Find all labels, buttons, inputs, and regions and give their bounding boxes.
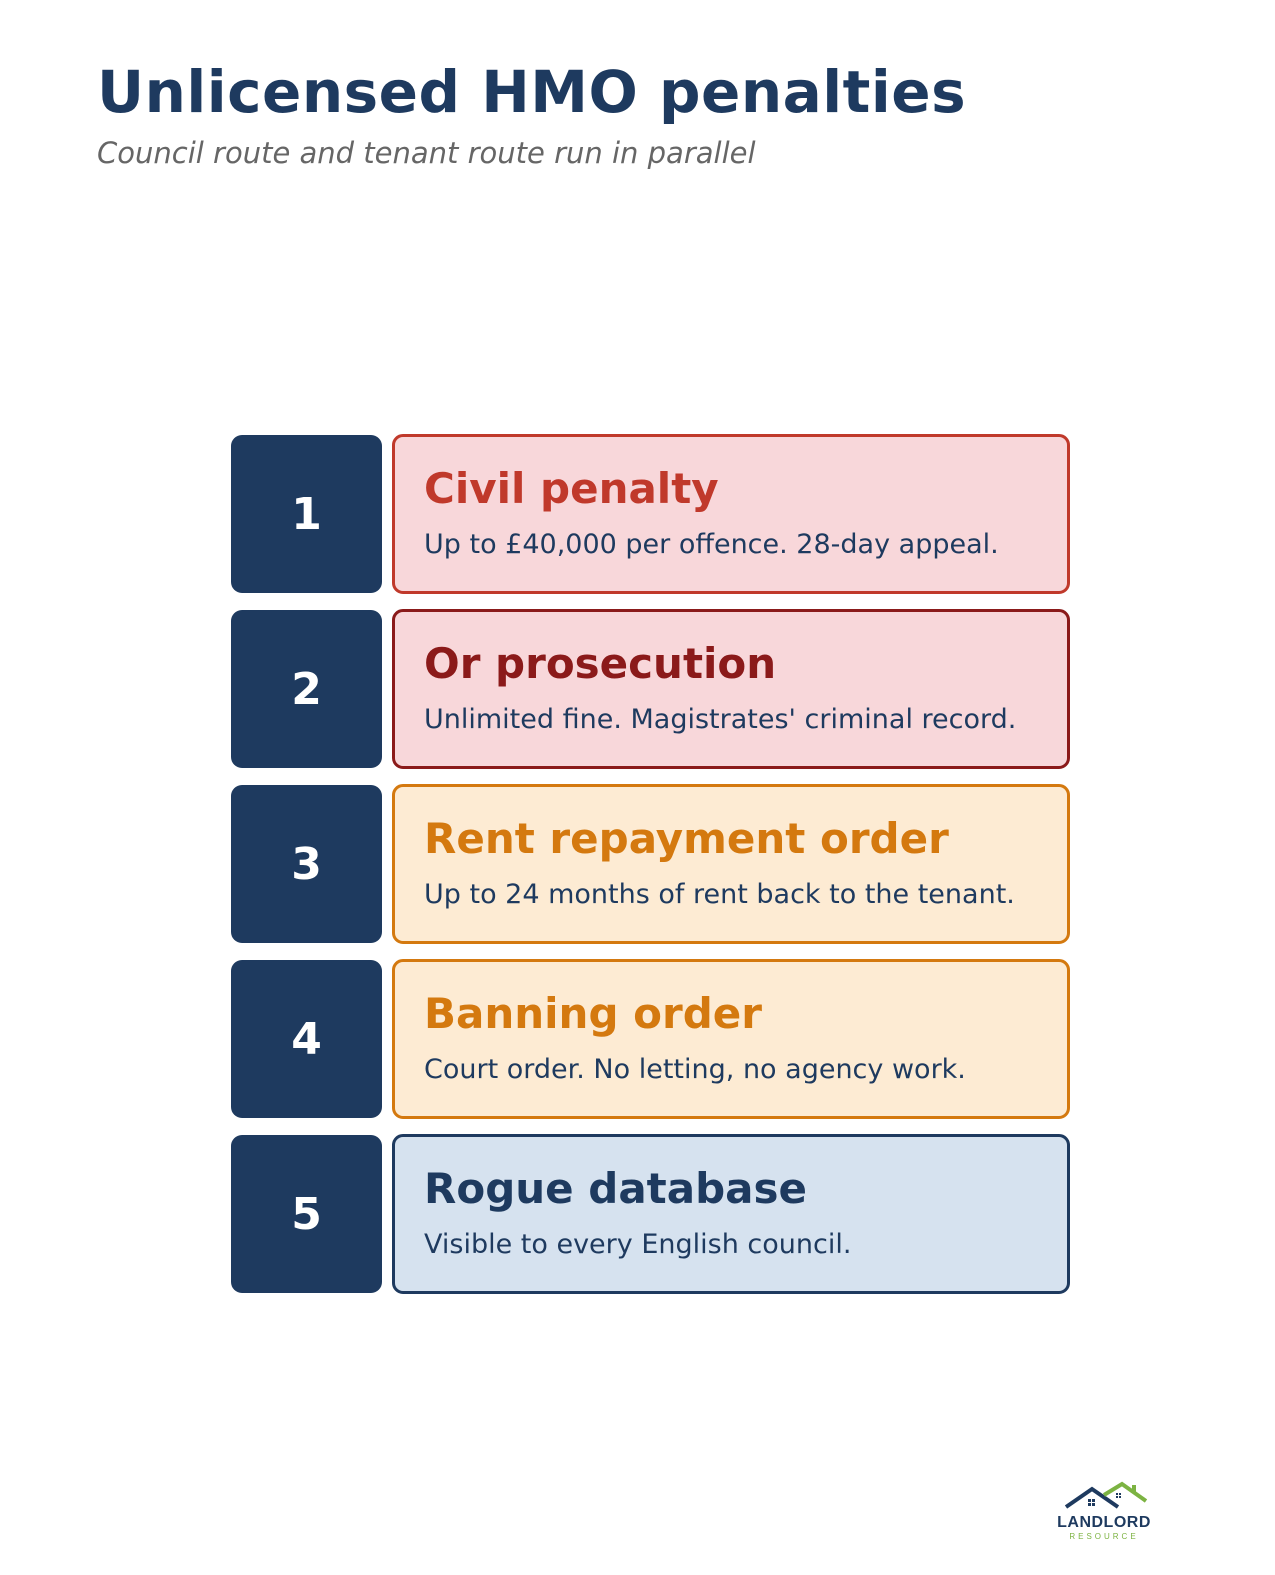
step-title: Rent repayment order: [424, 814, 949, 863]
step-description: Up to £40,000 per offence. 28-day appeal.: [424, 529, 999, 560]
step-row: [231, 959, 1070, 1119]
brand-logo: [1046, 1480, 1162, 1544]
step-description: Up to 24 months of rent back to the tenant.: [424, 879, 1015, 910]
step-title: Civil penalty: [424, 464, 719, 513]
step-number: 3: [291, 838, 322, 890]
step-row: [231, 784, 1070, 944]
step-description: Unlimited fine. Magistrates' criminal record.: [424, 704, 1017, 735]
step-description: Court order. No letting, no agency work.: [424, 1054, 966, 1085]
step-number-box: [231, 610, 382, 768]
step-title: Rogue database: [424, 1164, 807, 1213]
logo-tagline: RESOURCE: [1069, 1532, 1139, 1541]
step-number-box: [231, 960, 382, 1118]
step-number-box: [231, 785, 382, 943]
step-card: [392, 959, 1070, 1119]
step-number: 1: [291, 488, 322, 540]
step-row: [231, 1134, 1070, 1294]
step-title: Banning order: [424, 989, 762, 1038]
step-description: Visible to every English council.: [424, 1229, 852, 1260]
page-subtitle: Council route and tenant route run in parallel: [97, 136, 756, 170]
step-row: [231, 434, 1070, 594]
step-number: 5: [291, 1188, 322, 1240]
step-card: [392, 1134, 1070, 1294]
step-number-box: [231, 435, 382, 593]
step-title: Or prosecution: [424, 639, 777, 688]
step-card: [392, 434, 1070, 594]
page-title: Unlicensed HMO penalties: [97, 58, 967, 126]
penalty-steps-list: [231, 434, 1070, 1309]
step-card: [392, 784, 1070, 944]
house-roof-icon: [1046, 1480, 1162, 1514]
step-number-box: [231, 1135, 382, 1293]
step-row: [231, 609, 1070, 769]
step-number: 4: [291, 1013, 322, 1065]
step-number: 2: [291, 663, 322, 715]
step-card: [392, 609, 1070, 769]
logo-wordmark: LANDLORD: [1057, 1514, 1151, 1531]
